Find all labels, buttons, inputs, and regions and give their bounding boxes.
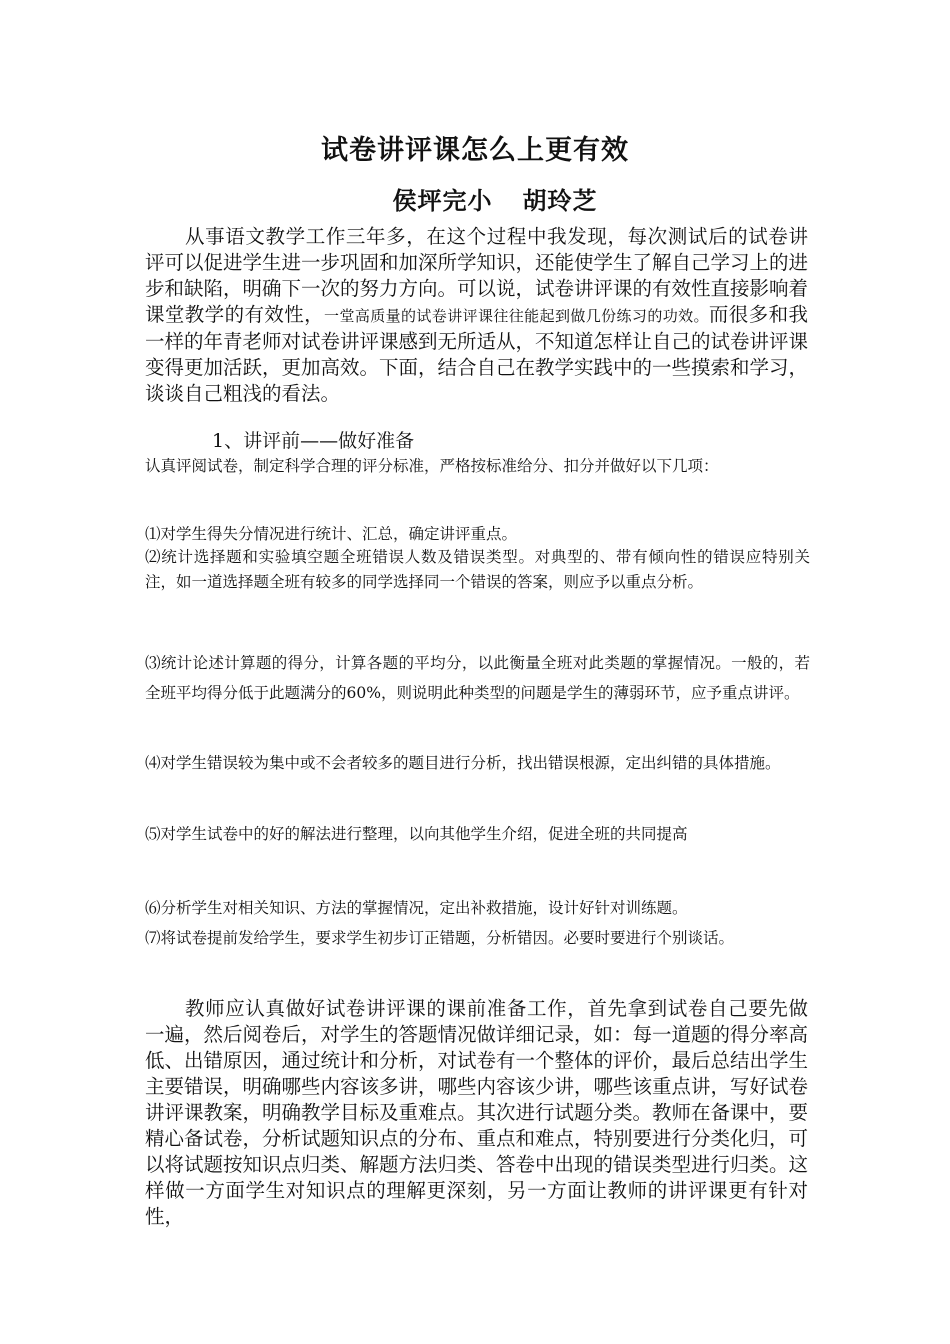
intro-text-2: 而很多和我一样的年青老师对试卷讲评课感到无所适从，不知道怎样让自己的试卷讲评课变得更加活跃，更加高效。下面，结合自己在教学实践中的一些摸索和学习，谈谈自己粗浅的看法。 [145,303,809,405]
list-item-3 [145,648,810,708]
author-name: 胡玲芝 [522,186,598,215]
list-item-4: ⑷对学生错误较为集中或不会者较多的题目进行分析，找出错误根源，定出纠错的具体措施。 [145,754,781,772]
list-item-6: ⑹分析学生对相关知识、方法的掌握情况，定出补救措施，设计好针对训练题。 [145,899,688,917]
author-school: 侯坪完小 [392,186,493,215]
list-item-3-text: ⑶统计论述计算题的得分，计算各题的平均分，以此衡量全班对此类题的掌握情况。一般的，若全班平均得分低于此题满分的60%，则说明此种类型的问题是学生的薄弱环节，应予重点讲评。 [145,654,810,702]
section-lead: 认真评阅试卷，制定科学合理的评分标准，严格按标准给分、扣分并做好以下几项： [145,457,719,475]
document-title: 试卷讲评课怎么上更有效 [321,135,629,166]
list-item-2-text: ⑵统计选择题和实验填空题全班错误人数及错误类型。对典型的、带有倾向性的错误应特别关注，如一道选择题全班有较多的同学选择同一个错误的答案，则应予以重点分析。 [145,548,810,591]
intro-text-small: 一堂高质量的试卷讲评课往往能起到做几份练习的功效。 [324,307,709,325]
closing-paragraph: 教师应认真做好试卷讲评课的课前准备工作，首先拿到试卷自己要先做一遍，然后阅卷后，对学生的答题情况做详细记录，如：每一道题的得分率高低、出错原因，通过统计和分析，对试卷有一个整体的评价，最后总结出学生主要错误，明确哪些内容该多讲，哪些内容该少讲，哪些该重点讲，写好试卷讲评课教案，明确教学目标及重难点。其次进行试题分类。教师在备课中，要精心备试卷，分析试题知识点的分布、重点和难点，特别要进行分类化归，可以将试题按知识点归类、解题方法归类、答卷中出现的错误类型进行归类。这样做一方面学生对知识点的理解更深刻，另一方面让教师的讲评课更有针对性， [145,997,809,1228]
section-heading: 1、讲评前——做好准备 [212,430,415,452]
author-line [0,184,950,218]
intro-paragraph [145,224,808,407]
intro-text-1: 从事语文教学工作三年多，在这个过程中我发现，每次测试后的试卷讲评可以促进学生进一步巩固和加深所学知识，还能使学生了解自己学习上的进步和缺陷，明确下一次的努力方向。可以说，试卷讲评课的有效性直接影响着课堂教学的有效性， [145,225,809,326]
list-item-1: ⑴对学生得失分情况进行统计、汇总，确定讲评重点。 [145,525,518,543]
list-item-7: ⑺将试卷提前发给学生，要求学生初步订正错题，分析错因。必要时要进行个别谈话。 [145,929,735,947]
list-item-5: ⑸对学生试卷中的好的解法进行整理，以向其他学生介绍，促进全班的共同提高 [145,825,688,843]
list-item-2 [145,545,810,595]
